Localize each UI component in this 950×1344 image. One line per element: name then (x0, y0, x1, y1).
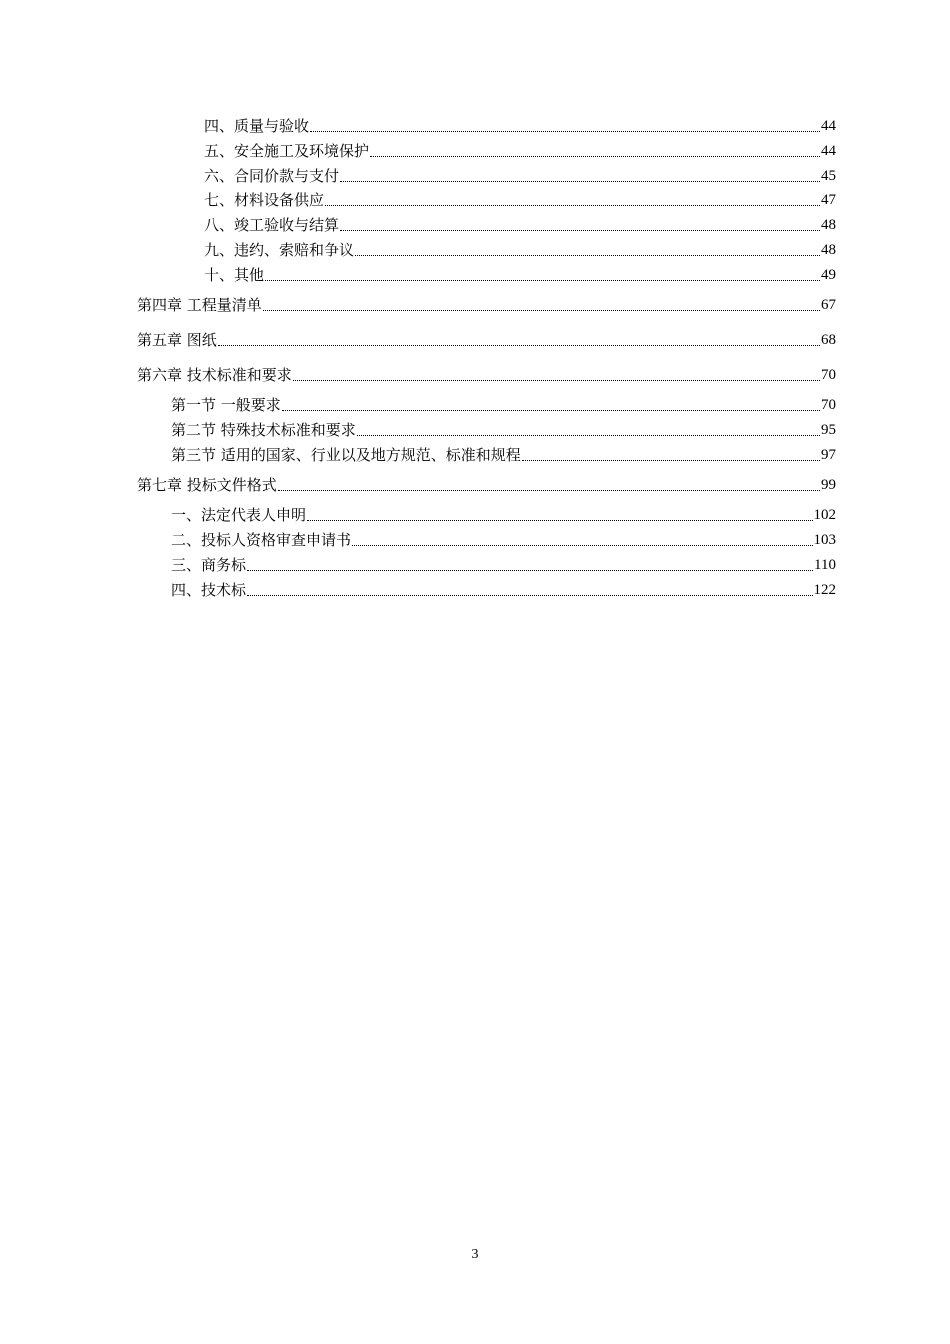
toc-page-number: 67 (821, 297, 836, 313)
toc-entry[interactable] (204, 214, 836, 236)
toc-dot-leader (263, 310, 820, 311)
toc-page-number: 44 (821, 118, 836, 134)
toc-entry-title: 一、法定代表人申明 (171, 506, 307, 524)
toc-dot-leader (325, 205, 820, 206)
toc-chapter-entry[interactable] (137, 474, 836, 496)
toc-entry-title: 第五章 图纸 (137, 331, 217, 349)
toc-section-entry[interactable] (171, 394, 836, 416)
toc-entry-title: 第七章 投标文件格式 (137, 476, 277, 494)
toc-entry-title: 四、技术标 (171, 581, 247, 599)
toc-page-number: 47 (821, 192, 836, 208)
toc-entry-title: 五、安全施工及环境保护 (204, 142, 370, 160)
toc-entry-title: 八、竣工验收与结算 (204, 216, 340, 234)
toc-page-number: 122 (813, 582, 836, 598)
toc-dot-leader (218, 345, 820, 346)
toc-chapter-entry[interactable] (137, 329, 836, 351)
toc-entry-title: 三、商务标 (171, 556, 247, 574)
toc-page-number: 103 (813, 532, 836, 548)
toc-dot-leader (370, 156, 820, 157)
toc-dot-leader (247, 570, 813, 571)
toc-entry[interactable] (204, 264, 836, 286)
toc-dot-leader (307, 520, 812, 521)
toc-dot-leader (310, 131, 820, 132)
toc-dot-leader (340, 230, 820, 231)
toc-dot-leader (247, 595, 812, 596)
toc-chapter-entry[interactable] (137, 364, 836, 386)
toc-chapter-entry[interactable] (137, 294, 836, 316)
toc-entry[interactable] (204, 189, 836, 211)
toc-entry-title: 十、其他 (204, 266, 265, 284)
toc-entry[interactable] (204, 115, 836, 137)
toc-page-number: 95 (821, 422, 836, 438)
toc-entry-title: 九、违约、索赔和争议 (204, 241, 355, 259)
toc-dot-leader (282, 410, 820, 411)
toc-page-number: 48 (821, 242, 836, 258)
toc-entry[interactable] (204, 140, 836, 162)
toc-section-entry[interactable] (171, 579, 836, 601)
toc-page-number: 45 (821, 168, 836, 184)
toc-dot-leader (352, 545, 812, 546)
toc-page-number: 48 (821, 217, 836, 233)
toc-section-entry[interactable] (171, 444, 836, 466)
toc-page-number: 70 (821, 367, 836, 383)
toc-dot-leader (340, 181, 820, 182)
toc-entry-title: 第三节 适用的国家、行业以及地方规范、标准和规程 (171, 446, 521, 464)
toc-dot-leader (522, 460, 820, 461)
toc-section-entry[interactable] (171, 529, 836, 551)
toc-entry-title: 四、质量与验收 (204, 117, 310, 135)
toc-section-entry[interactable] (171, 419, 836, 441)
toc-entry-title: 第六章 技术标准和要求 (137, 366, 292, 384)
toc-entry-title: 七、材料设备供应 (204, 191, 325, 209)
toc-entry-title: 第二节 特殊技术标准和要求 (171, 421, 356, 439)
toc-page-number: 97 (821, 447, 836, 463)
toc-page-number: 44 (821, 143, 836, 159)
toc-dot-leader (278, 490, 820, 491)
toc-page-number: 110 (814, 557, 836, 573)
toc-entry-title: 第四章 工程量清单 (137, 296, 262, 314)
toc-dot-leader (293, 380, 820, 381)
toc-entry[interactable] (204, 239, 836, 261)
toc-dot-leader (265, 280, 820, 281)
page-number: 3 (471, 1247, 479, 1262)
toc-page-number: 102 (813, 507, 836, 523)
toc-page-number: 70 (821, 397, 836, 413)
toc-page-number: 49 (821, 267, 836, 283)
toc-entry-title: 六、合同价款与支付 (204, 167, 340, 185)
toc-page-number: 68 (821, 332, 836, 348)
toc-dot-leader (357, 435, 820, 436)
toc-section-entry[interactable] (171, 504, 836, 526)
toc-entry-title: 第一节 一般要求 (171, 396, 281, 414)
toc-page-number: 99 (821, 477, 836, 493)
toc-entry-title: 二、投标人资格审查申请书 (171, 531, 352, 549)
toc-section-entry[interactable] (171, 554, 836, 576)
toc-entry[interactable] (204, 165, 836, 187)
toc-dot-leader (355, 255, 820, 256)
